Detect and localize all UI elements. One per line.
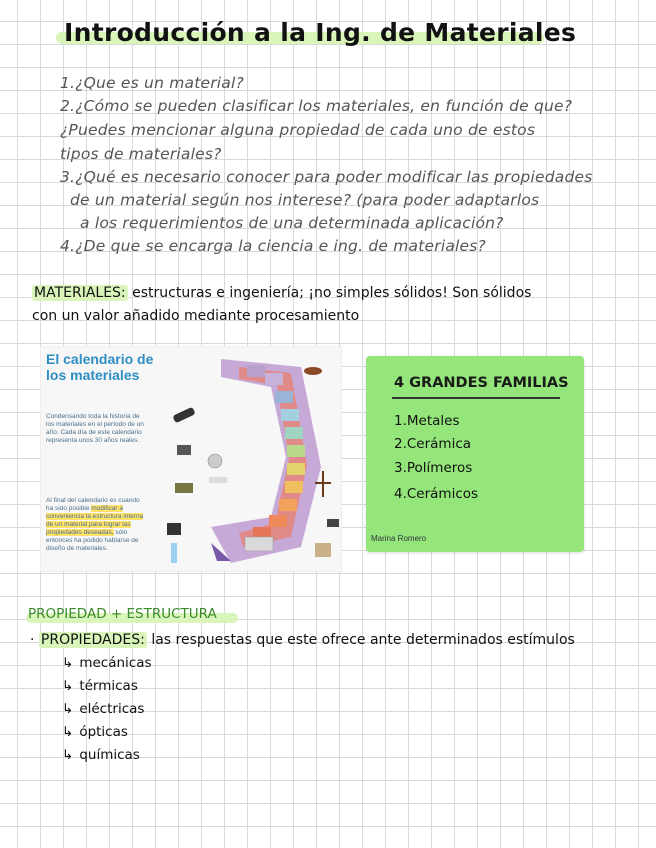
page-title: Introducción a la Ing. de Materiales [64, 18, 577, 47]
property-type [62, 724, 128, 740]
property-type [62, 747, 140, 763]
question-line: 4.¿De que se encarga la ciencia e ing. de materiales? [60, 237, 486, 255]
materiales-definition-cont: con un valor añadido mediante procesamiento [32, 308, 360, 324]
materiales-text: estructuras e ingeniería; ¡no simples sólidos! Son sólidos [132, 285, 532, 301]
property-type [62, 655, 152, 671]
arrow-icon: ↳ [62, 655, 74, 671]
property-type-label: eléctricas [79, 701, 145, 717]
materiales-label: MATERIALES: [34, 285, 126, 301]
calendar-note [46, 497, 146, 553]
bullet-icon: · [30, 632, 35, 648]
arrow-icon: ↳ [62, 724, 74, 740]
property-type-label: mecánicas [79, 655, 152, 671]
calendar-note-highlight: modificar a conveniencia la estructura interna de un material para lograr las propiedades deseadas, [46, 505, 144, 536]
property-type-label: químicas [79, 747, 140, 763]
calendar-note-start: Al final del calendario es cuando ha sido posible [46, 497, 140, 512]
question-line: 2.¿Cómo se pueden clasificar los materiales, en función de que? [60, 97, 573, 115]
property-type-label: térmicas [79, 678, 138, 694]
propiedades-label: PROPIEDADES: [40, 632, 145, 648]
propiedad-title: PROPIEDAD + ESTRUCTURA [28, 606, 217, 622]
property-type-label: ópticas [79, 724, 128, 740]
family-item: 2.Cerámica [394, 436, 472, 452]
family-item: 4.Cerámicos [394, 486, 479, 502]
question-line: de un material según nos interese? (para poder adaptarlos [70, 191, 540, 209]
question-line: 1.¿Que es un material? [60, 74, 244, 92]
calendar-description: Condensando toda la historia de los materiales en el período de un año. Cada día de este calendario representa unos 30 años reales. [46, 413, 144, 444]
family-item: 1.Metales [394, 413, 460, 429]
families-title: 4 GRANDES FAMILIAS [394, 375, 569, 391]
materials-calendar-image [40, 346, 342, 572]
property-type [62, 701, 144, 717]
question-line: tipos de materiales? [60, 145, 222, 163]
property-type [62, 678, 138, 694]
family-item: 3.Polímeros [394, 460, 473, 476]
propiedades-definition [30, 632, 575, 648]
arrow-icon: ↳ [62, 701, 74, 717]
question-line: ¿Puedes mencionar alguna propiedad de cada uno de estos [60, 121, 536, 139]
calendar-note-end: sólo entonces ha podido hablarse de diseño de materiales. [46, 529, 139, 552]
card-author: Marina Romero [371, 534, 427, 543]
arrow-icon: ↳ [62, 678, 74, 694]
calendar-title: El calendario de los materiales [46, 351, 154, 383]
question-line: 3.¿Qué es necesario conocer para poder modificar las propiedades [60, 168, 593, 186]
calendar-spiral-illustration [151, 347, 341, 571]
arrow-icon: ↳ [62, 747, 74, 763]
materiales-definition [32, 285, 531, 301]
families-card [366, 356, 584, 552]
question-line: a los requerimientos de una determinada aplicación? [80, 214, 504, 232]
propiedades-text: las respuestas que este ofrece ante determinados estímulos [151, 632, 575, 648]
families-title-underline [392, 397, 560, 399]
